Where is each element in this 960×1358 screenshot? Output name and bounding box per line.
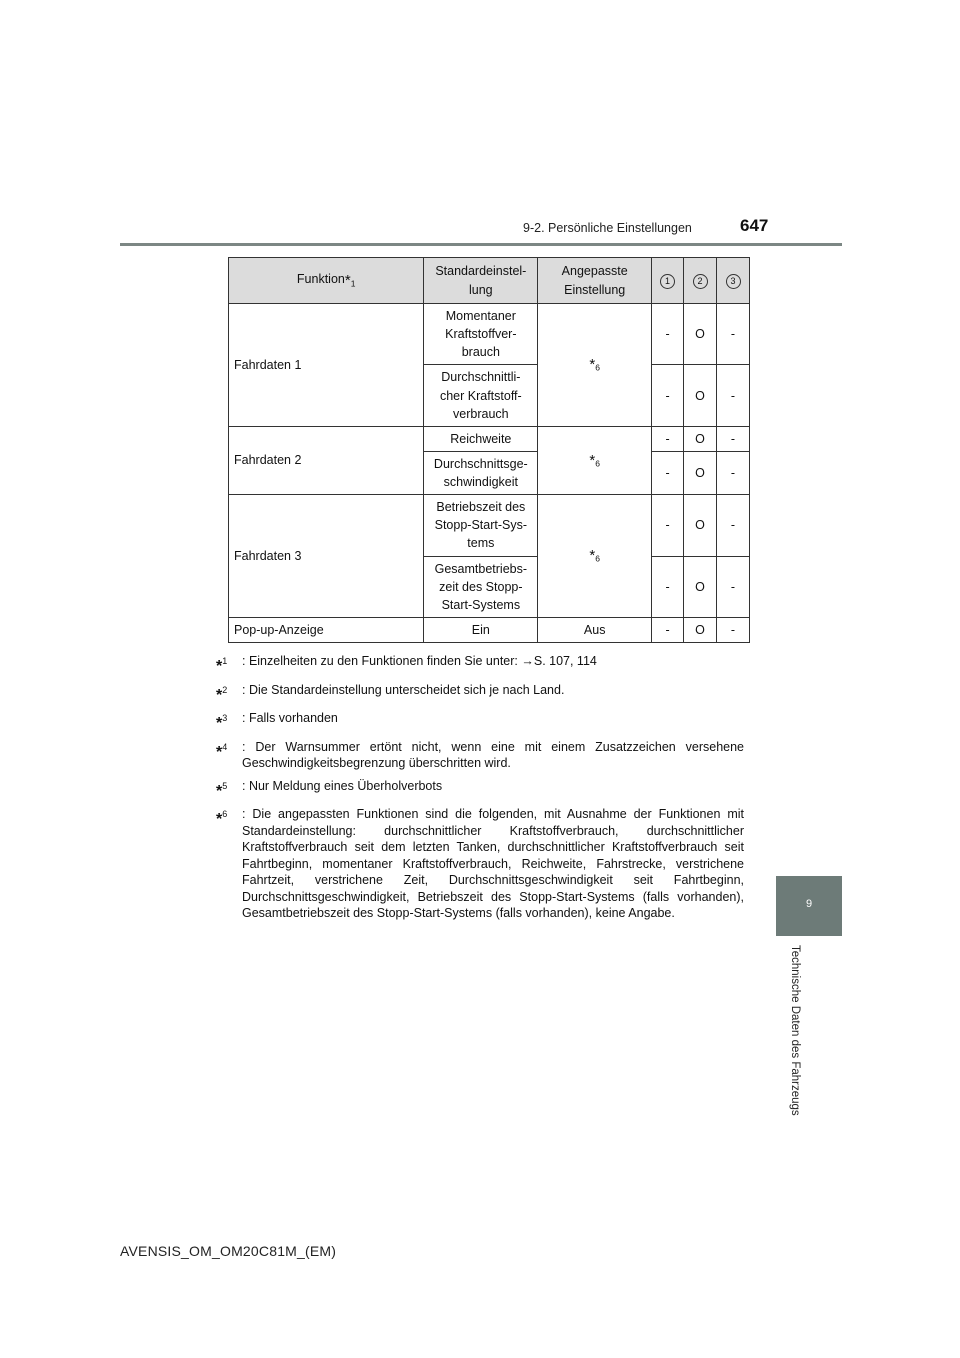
page-number: 647 [740,216,769,235]
mark-cell: - [717,556,750,617]
mark-cell: O [684,451,717,494]
mark-cell: - [717,365,750,426]
mark-cell: - [652,426,684,451]
footnotes [216,653,744,928]
standard-cell: Durchschnittli- cher Kraftstoff- verbrauch [424,365,538,426]
table-row [229,304,750,365]
custom-cell: $*_6$ [538,426,652,494]
footnote-5: *$^5$ : Nur Meldung eines Überholverbots [216,778,443,800]
mark-cell: - [652,304,684,365]
mark-cell: - [717,451,750,494]
section-title: 9-2. Persönliche Einstellungen [523,221,692,235]
mark-cell: - [717,617,750,642]
table-row [229,617,750,642]
header-col-1: 1 [652,258,684,304]
custom-cell: $*_6$ [538,495,652,618]
mark-cell: - [652,451,684,494]
header-col-2: 2 [684,258,717,304]
standard-cell: Durchschnittsge- schwindigkeit [424,451,538,494]
mark-cell: - [652,495,684,556]
footnote-3: *$^3$ : Falls vorhanden [216,711,338,732]
chapter-tab [776,876,842,936]
function-cell: Fahrdaten 3 [229,495,424,618]
footnote-2: *$^2$ : Die Standardeinstellung unterscheidet sich je nach Land. [216,682,565,704]
chapter-title: Technische Daten des Fahrzeugs [789,945,801,1116]
header-funktion: $Funktion*_1$ [229,258,424,304]
mark-cell: O [684,556,717,617]
function-cell: Fahrdaten 2 [229,426,424,494]
header-col-3: 3 [717,258,750,304]
custom-cell: Aus [538,617,652,642]
standard-cell: Betriebszeit des Stopp-Start-Sys- tems [424,495,538,556]
document-code: AVENSIS_OM_OM20C81M_(EM) [120,1243,337,1259]
mark-cell: O [684,365,717,426]
table-row [229,495,750,556]
standard-cell: Reichweite [424,426,538,451]
custom-cell: $*_6$ [538,304,652,427]
standard-cell: Ein [424,617,538,642]
settings-table [228,257,750,643]
standard-cell: Momentaner Kraftstoffver- brauch [424,304,538,365]
footnote-1: *$^1$ : Einzelheiten zu den Funktionen finden Sie unter: →S. 107, 114 [216,654,597,675]
header-angepasst: Angepasste Einstellung [538,258,652,304]
mark-cell: - [717,426,750,451]
standard-cell: Gesamtbetriebs- zeit des Stopp- Start-Systems [424,556,538,617]
mark-cell: - [717,495,750,556]
function-cell: Pop-up-Anzeige [229,617,424,642]
table-row [229,426,750,451]
chapter-number: 9 [805,898,813,910]
footnote-4: *$^4$ : Der Warnsummer ertönt nicht, wenn eine mit einem Zusatzzeichen versehene Geschwindigkeitsbegrenzung überschritten wird. [216,739,744,770]
mark-cell: - [652,365,684,426]
mark-cell: - [717,304,750,365]
footnote-6: *$^6$ : Die angepassten Funktionen sind die folgenden, mit Ausnahme der Funktionen mit Standardeinstellung: durchschnittlicher Kraftstoffverbrauch, durchschnittlicher Kraftstoffverbrauch seit dem letzten Tanken, durchschnittlicher Kraftstoffverbrauch seit Fahrtbeginn, momentaner Kraftstoffverbrauch, Reichweite, Fahrstrecke, verstrichene Fahrtzeit, verstrichene Zeit, Durchschnittsgeschwindigkeit seit Fahrtbeginn, Durchschnittsgeschwindigkeit, Betriebszeit des Stopp-Start-Systems (falls vorhanden), Gesamtbetriebszeit des Stopp-Start-Systems (falls vorhanden), keine Angabe. [216,807,744,920]
table-header-row [229,258,750,304]
header-standard: Standardeinstel- lung [424,258,538,304]
function-cell: Fahrdaten 1 [229,304,424,427]
mark-cell: O [684,495,717,556]
header-rule [120,243,842,246]
mark-cell: O [684,426,717,451]
mark-cell: - [652,556,684,617]
mark-cell: O [684,617,717,642]
page-header [0,0,960,250]
mark-cell: O [684,304,717,365]
mark-cell: - [652,617,684,642]
